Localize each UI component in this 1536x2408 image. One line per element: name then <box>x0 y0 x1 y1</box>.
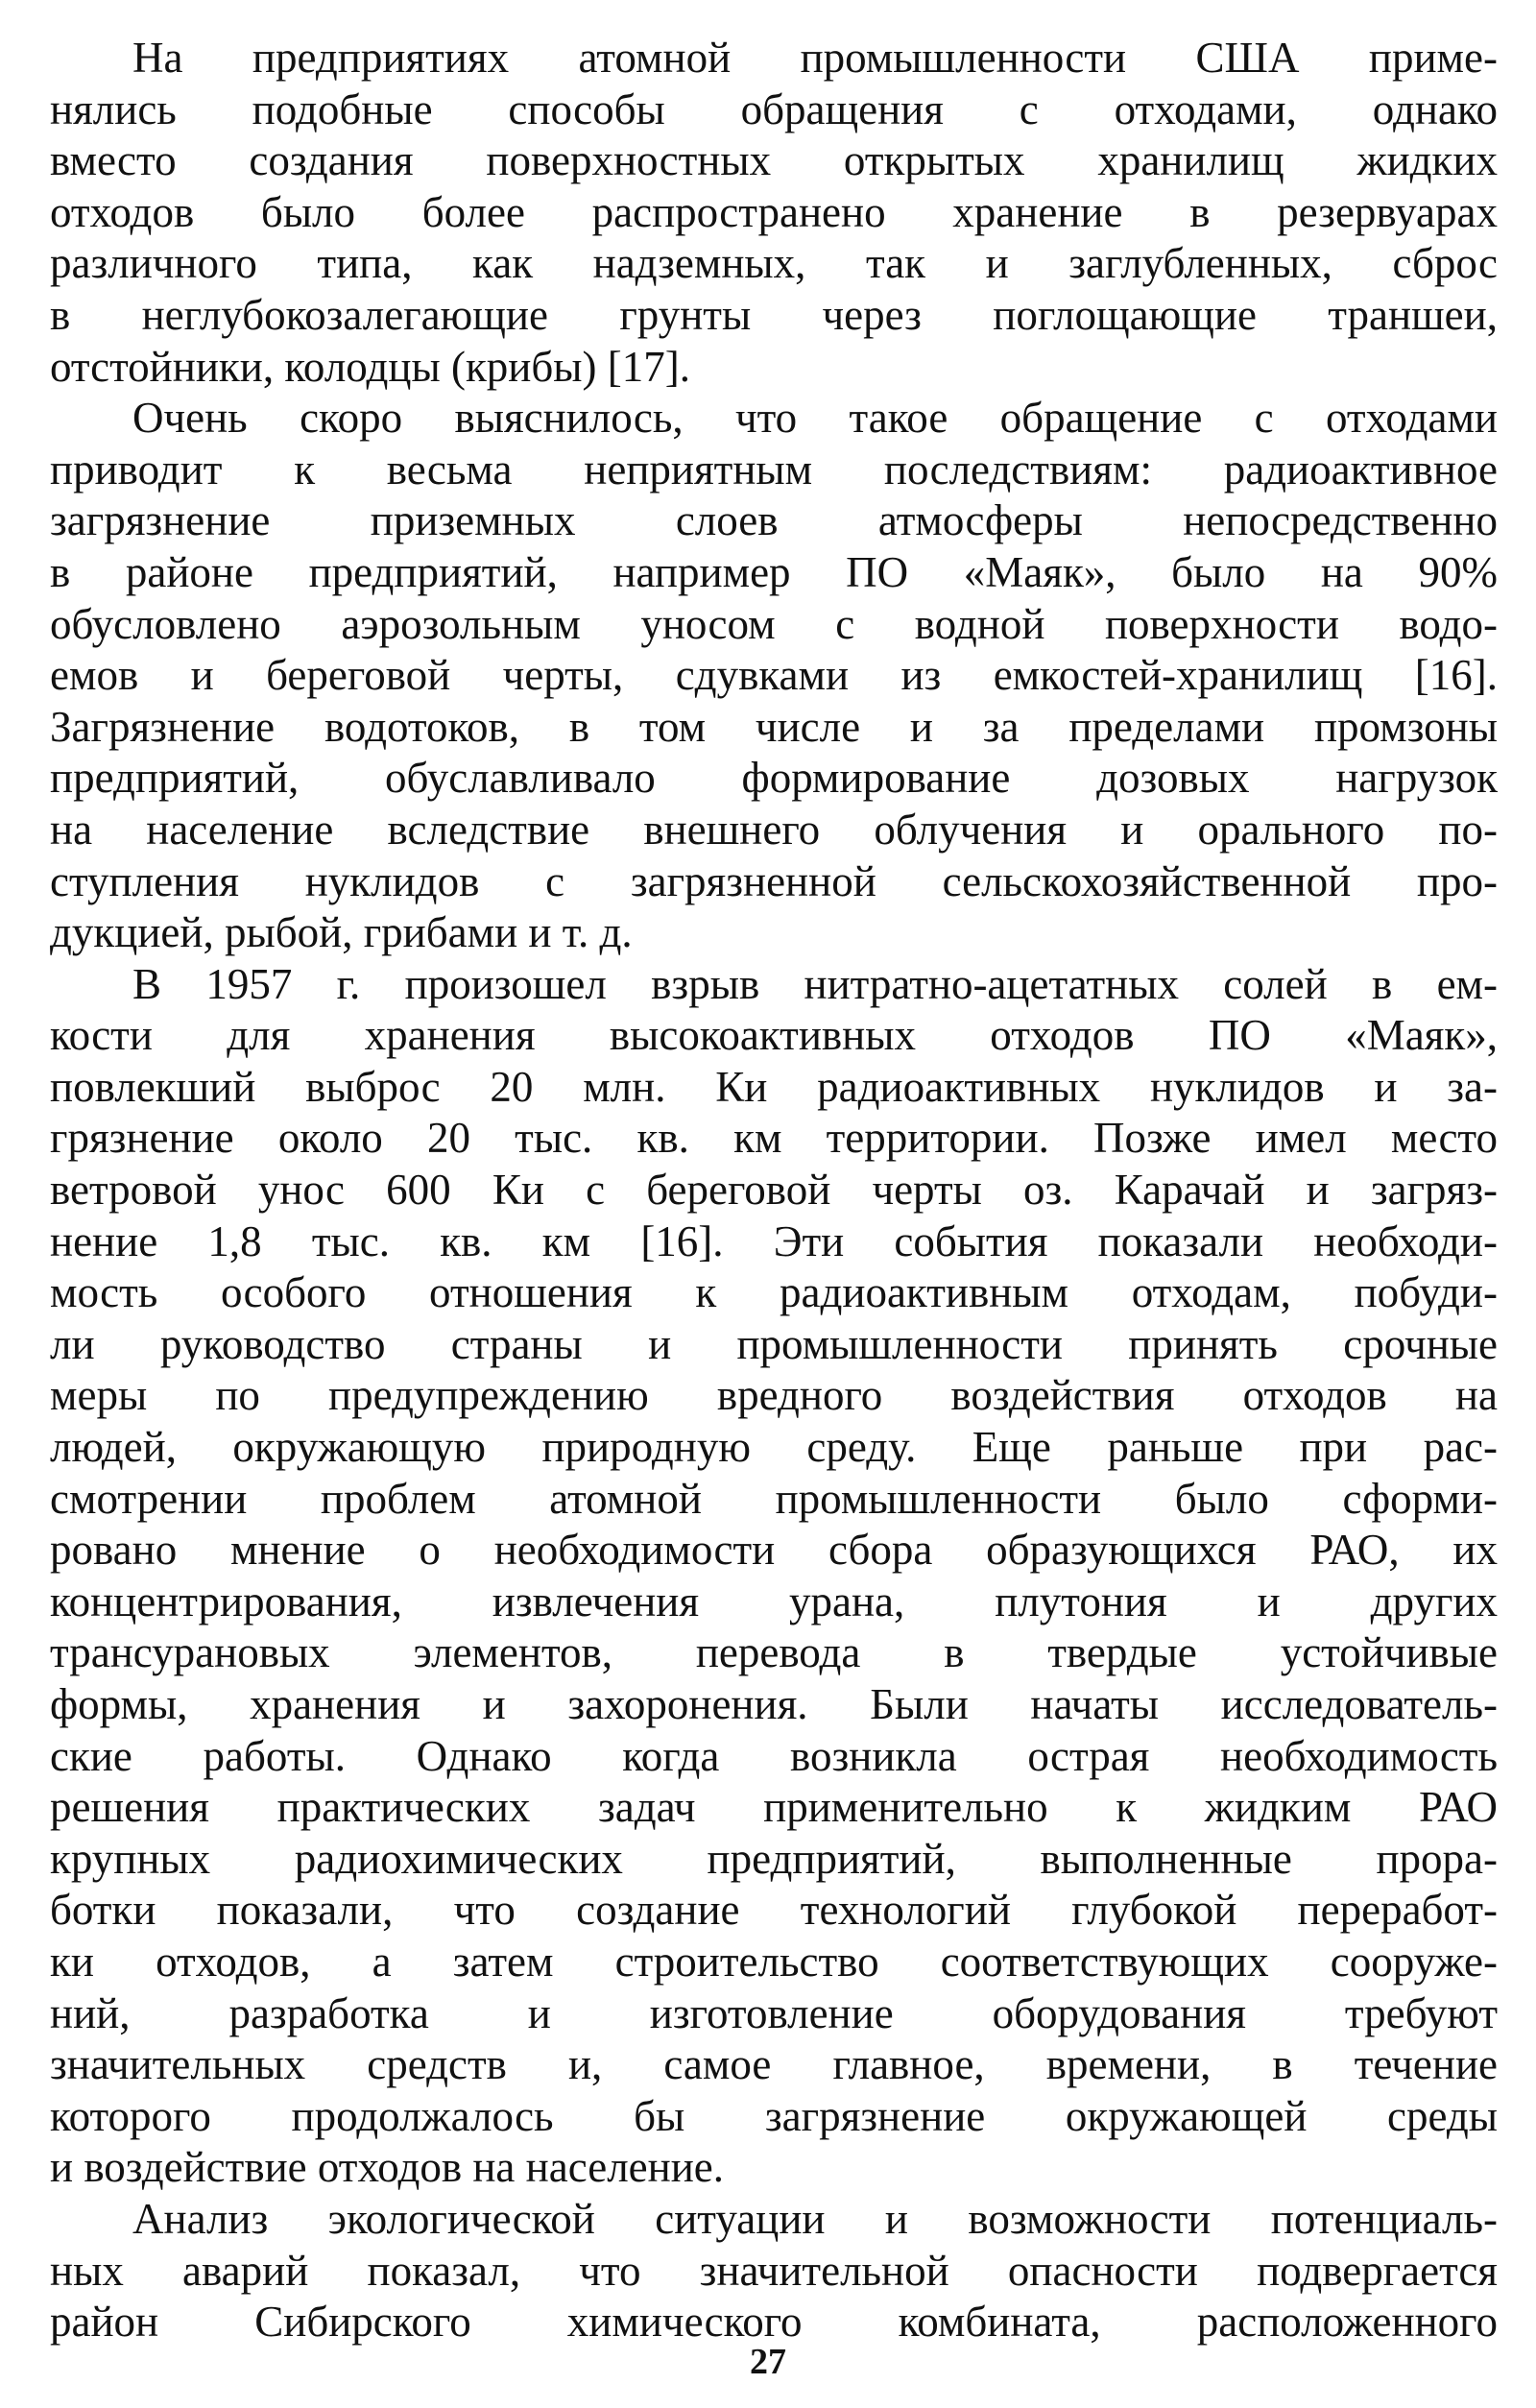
text-line: которого продолжалось бы загрязнение окружающей среды <box>50 2091 1498 2140</box>
text-line: Загрязнение водотоков, в том числе и за пределами промзоны <box>50 702 1498 751</box>
text-line: предприятий, обуславливало формирование дозовых нагрузок <box>50 754 1498 803</box>
text-line: отходов было более распространено хранение в резервуарах <box>50 187 1498 236</box>
text-line: решения практических задач применительно к жидким РАО <box>50 1783 1498 1832</box>
text-line: трансурановых элементов, перевода в твердые устойчивые <box>50 1628 1498 1677</box>
text-line: ных аварий показал, что значительной опасности подвергается <box>50 2246 1498 2295</box>
paragraph <box>50 393 1498 959</box>
text-line: формы, хранения и захоронения. Были начаты исследователь- <box>50 1680 1498 1728</box>
text-line: на население вследствие внешнего облучения и орального по- <box>50 805 1498 854</box>
text-line: В 1957 г. произошел взрыв нитратно-ацетатных солей в ем- <box>132 959 1498 1008</box>
text-line: значительных средств и, самое главное, времени, в течение <box>50 2040 1498 2089</box>
text-line: нялись подобные способы обращения с отходами, однако <box>50 84 1498 133</box>
text-line: смотрении проблем атомной промышленности было сформи- <box>50 1474 1498 1523</box>
text-line: ступления нуклидов с загрязненной сельскохозяйственной про- <box>50 856 1498 905</box>
text-line: повлекший выброс 20 млн. Ки радиоактивных нуклидов и за- <box>50 1062 1498 1111</box>
text-line: дукцией, рыбой, грибами и т. д. <box>50 908 633 957</box>
text-line: приводит к весьма неприятным последствиям: радиоактивное <box>50 445 1498 494</box>
paragraph <box>50 2194 1498 2348</box>
text-line: и воздействие отходов на население. <box>50 2143 725 2192</box>
text-line: различного типа, как надземных, так и заглубленных, сброс <box>50 239 1498 288</box>
paragraph <box>50 959 1498 2194</box>
text-line: крупных радиохимических предприятий, выполненные прора- <box>50 1834 1498 1883</box>
text-line: Очень скоро выяснилось, что такое обращение с отходами <box>132 394 1498 443</box>
text-line: ли руководство страны и промышленности принять срочные <box>50 1319 1498 1368</box>
text-line: в районе предприятий, например ПО «Маяк», было на 90% <box>50 547 1498 596</box>
text-line: ки отходов, а затем строительство соответствующих сооруже- <box>50 1937 1498 1986</box>
text-line: На предприятиях атомной промышленности США приме- <box>132 34 1498 82</box>
page-body <box>50 33 1498 2348</box>
text-line: район Сибирского химического комбината, расположенного <box>50 2298 1498 2347</box>
text-line: Анализ экологической ситуации и возможности потенциаль- <box>132 2194 1498 2243</box>
text-line: вместо создания поверхностных открытых хранилищ жидких <box>50 136 1498 185</box>
text-line: ровано мнение о необходимости сбора образующихся РАО, их <box>50 1526 1498 1575</box>
text-line: загрязнение приземных слоев атмосферы непосредственно <box>50 496 1498 545</box>
text-line: обусловлено аэрозольным уносом с водной поверхности водо- <box>50 599 1498 648</box>
text-line: концентрирования, извлечения урана, плутония и других <box>50 1577 1498 1625</box>
text-line: ские работы. Однако когда возникла острая необходимость <box>50 1731 1498 1780</box>
text-line: грязнение около 20 тыс. кв. км территории. Позже имел место <box>50 1114 1498 1163</box>
text-line: кости для хранения высокоактивных отходов ПО «Маяк», <box>50 1011 1498 1060</box>
paragraph <box>50 33 1498 393</box>
text-line: ботки показали, что создание технологий глубокой переработ- <box>50 1886 1498 1935</box>
text-line: меры по предупреждению вредного воздействия отходов на <box>50 1371 1498 1420</box>
text-line: мость особого отношения к радиоактивным отходам, побуди- <box>50 1268 1498 1317</box>
text-line: ветровой унос 600 Ки с береговой черты оз. Карачай и загряз- <box>50 1166 1498 1215</box>
text-line: отстойники, колодцы (крибы) [17]. <box>50 342 690 391</box>
text-line: людей, окружающую природную среду. Еще раньше при рас- <box>50 1423 1498 1472</box>
text-line: ний, разработка и изготовление оборудования требуют <box>50 1988 1498 2037</box>
page-number: 27 <box>750 2342 786 2382</box>
text-line: нение 1,8 тыс. кв. км [16]. Эти события показали необходи- <box>50 1216 1498 1265</box>
text-line: емов и береговой черты, сдувками из емкостей-хранилищ [16]. <box>50 651 1498 700</box>
text-line: в неглубокозалегающие грунты через поглощающие траншеи, <box>50 290 1498 339</box>
